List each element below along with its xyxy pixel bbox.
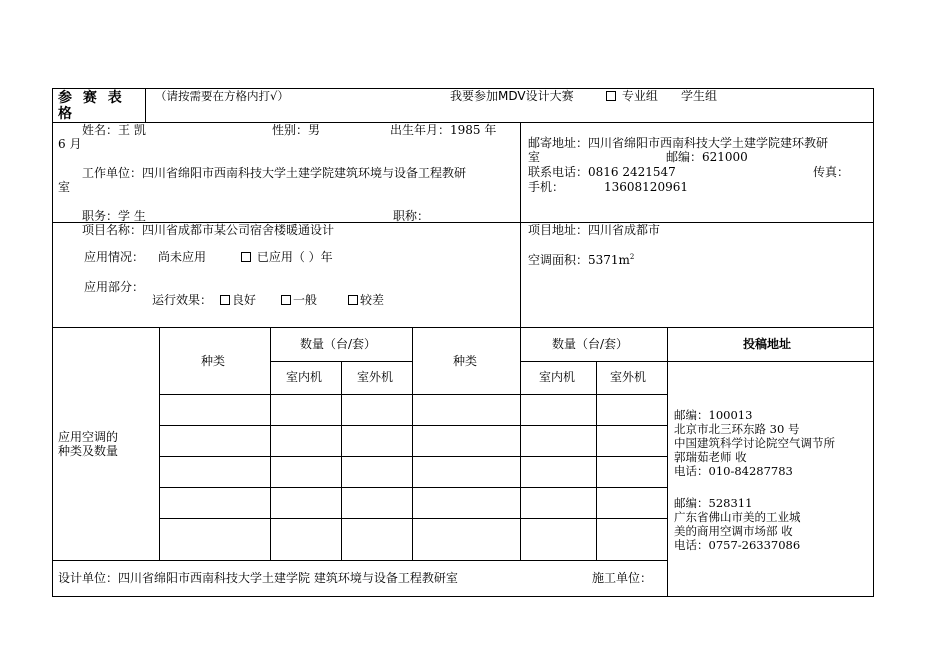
indoor-header-1: 室内机 <box>286 370 323 384</box>
quantity-header-2: 数量（台/套） <box>552 337 629 351</box>
applied-option[interactable]: 已应用（ ）年 <box>241 251 333 265</box>
participate-label: 我要参加MDV设计大赛 <box>450 89 574 103</box>
birth-field: 出生年月：1985 年 <box>390 123 497 137</box>
mobile-number: 13608120961 <box>604 180 688 194</box>
gender-field: 性别：男 <box>272 123 321 137</box>
professional-option[interactable]: 专业组 <box>606 90 658 104</box>
job-title-field: 职务：学 生 <box>82 209 146 223</box>
ac-area: 空调面积：$5371m^2$ <box>528 253 635 267</box>
birth-month: 6 月 <box>58 137 82 151</box>
checkbox-icon[interactable] <box>281 295 291 305</box>
checkbox-icon[interactable] <box>241 252 251 262</box>
work-unit-cont: 室 <box>58 180 71 194</box>
submit-address-foshan: 邮编：528311 广东省佛山市美的工业城 美的商用空调市场部 收 电话：0757-26337086 <box>674 496 801 552</box>
postcode-field: 邮编：621000 <box>666 150 748 164</box>
design-unit: 设计单位：四川省绵阳市西南科技大学土建学院 建筑环境与设备工程教研室 <box>58 571 458 585</box>
construction-unit: 施工单位： <box>592 571 653 585</box>
application-part-label: 应用部分： <box>84 280 145 294</box>
phone-field: 联系电话：0816 2421547 <box>528 165 676 179</box>
effect-poor[interactable]: 较差 <box>348 294 384 308</box>
outdoor-header-1: 室外机 <box>357 370 394 384</box>
not-applied-option: 尚未应用 <box>158 250 207 264</box>
work-unit-field: 工作单位：四川省绵阳市西南科技大学土建学院建筑环境与设备工程教研 <box>82 166 467 180</box>
form-title: 参 赛 表 格 <box>58 90 125 123</box>
submit-address-beijing: 邮编：100013 北京市北三环东路 30 号 中国建筑科学讨论院空气调节所 郭瑞茹老师 收 电话：010-84287783 <box>674 408 835 478</box>
type-header-2: 种类 <box>453 354 478 368</box>
submit-address-header: 投稿地址 <box>743 337 792 351</box>
student-option: 学生组 <box>681 89 718 103</box>
effect-label: 运行效果： <box>152 293 213 307</box>
outdoor-header-2: 室外机 <box>610 370 647 384</box>
mail-address-cont: 室 <box>528 150 541 164</box>
mail-address: 邮寄地址：四川省绵阳市西南科技大学土建学院建环教研 <box>528 136 829 150</box>
application-label: 应用情况： <box>84 250 145 264</box>
checkbox-icon[interactable] <box>348 295 358 305</box>
type-header-1: 种类 <box>201 354 226 368</box>
checkbox-icon[interactable] <box>606 91 616 101</box>
project-address: 项目地址：四川省成都市 <box>528 223 661 237</box>
fax-field: 传真： <box>813 165 850 179</box>
name-field: 姓名：王 凯 <box>82 123 146 137</box>
position-field: 职称： <box>393 209 430 223</box>
project-name: 项目名称：四川省成都市某公司宿舍楼暖通设计 <box>82 223 335 237</box>
indoor-header-2: 室内机 <box>539 370 576 384</box>
checkbox-icon[interactable] <box>220 295 230 305</box>
effect-good[interactable]: 良好 <box>220 294 256 308</box>
quantity-header-1: 数量（台/套） <box>300 337 377 351</box>
effect-normal[interactable]: 一般 <box>281 294 317 308</box>
row-label: 应用空调的 种类及数量 <box>58 430 119 458</box>
instruction-note: （请按需要在方格内打√） <box>155 89 289 103</box>
mobile-label: 手机： <box>528 180 565 194</box>
